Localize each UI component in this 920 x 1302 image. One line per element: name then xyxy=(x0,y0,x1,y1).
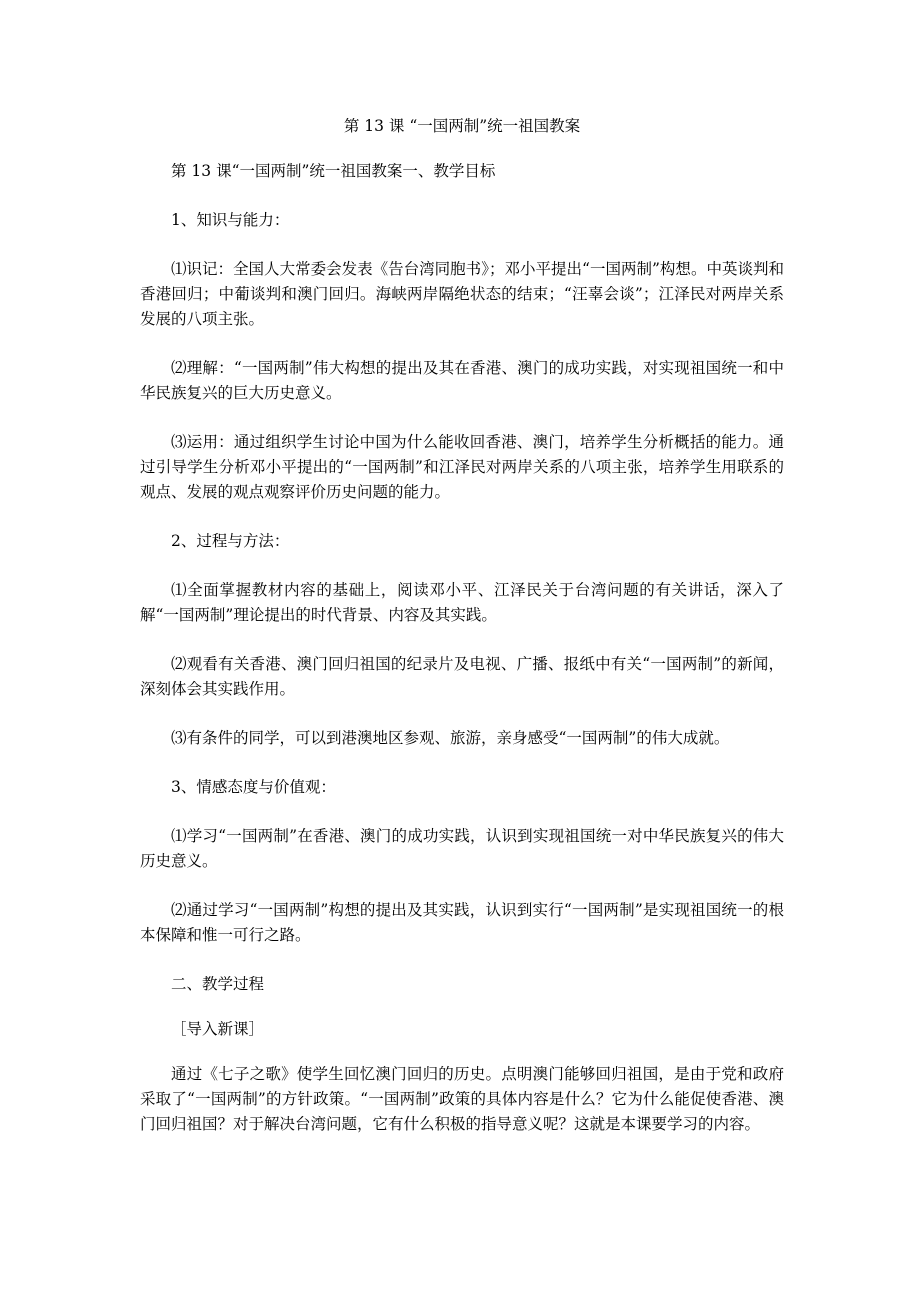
paragraph-understand: ⑵理解：“一国两制”伟大构想的提出及其在香港、澳门的成功实践，对实现祖国统一和中华民族复兴的巨大历史意义。 xyxy=(140,359,784,402)
paragraph-process-3: ⑶有条件的同学，可以到港澳地区参观、旅游，亲身感受“一国两制”的伟大成就。 xyxy=(171,729,730,747)
section-knowledge-ability: 1、知识与能力： xyxy=(171,211,290,229)
paragraph-emotion-2: ⑵通过学习“一国两制”构想的提出及其实践，认识到实行“一国两制”是实现祖国统一的根本保障和惟一可行之路。 xyxy=(140,901,784,944)
paragraph-process-2: ⑵观看有关香港、澳门回归祖国的纪录片及电视、广播、报纸中有关“一国两制”的新闻，深刻体会其实践作用。 xyxy=(140,655,784,698)
section-teaching-process: 二、教学过程 xyxy=(171,975,265,993)
paragraph-memorize: ⑴识记：全国人大常委会发表《告台湾同胞书》；邓小平提出“一国两制”构想。中英谈判和香港回归；中葡谈判和澳门回归。海峡两岸隔绝状态的结束；“汪辜会谈”；江泽民对两岸关系发展的八项主张。 xyxy=(140,260,784,328)
section-emotion-values: 3、情感态度与价值观： xyxy=(171,778,336,796)
lesson-heading: 第 13 课“一国两制”统一祖国教案一、教学目标 xyxy=(171,162,496,180)
paragraph-apply: ⑶运用：通过组织学生讨论中国为什么能收回香港、澳门，培养学生分析概括的能力。通过引导学生分析邓小平提出的“一国两制”和江泽民对两岸关系的八项主张，培养学生用联系的观点、发展的观点观察评价历史问题的能力。 xyxy=(140,433,784,501)
paragraph-introduction: 通过《七子之歌》使学生回忆澳门回归的历史。点明澳门能够回归祖国，是由于党和政府采取了“一国两制”的方针政策。“一国两制”政策的具体内容是什么？它为什么能促使香港、澳门回归祖国？对于解决台湾问题，它有什么积极的指导意义呢？这就是本课要学习的内容。 xyxy=(140,1065,784,1133)
subsection-introduction: ［导入新课］ xyxy=(171,1020,265,1038)
paragraph-emotion-1: ⑴学习“一国两制”在香港、澳门的成功实践，认识到实现祖国统一对中华民族复兴的伟大历史意义。 xyxy=(140,827,784,870)
document-page xyxy=(140,117,784,1137)
section-process-method: 2、过程与方法： xyxy=(171,532,290,550)
document-title: 第 13 课 “一国两制”统一祖国教案 xyxy=(343,117,581,135)
paragraph-process-1: ⑴全面掌握教材内容的基础上，阅读邓小平、江泽民关于台湾问题的有关讲话，深入了解“一国两制”理论提出的时代背景、内容及其实践。 xyxy=(140,581,784,624)
